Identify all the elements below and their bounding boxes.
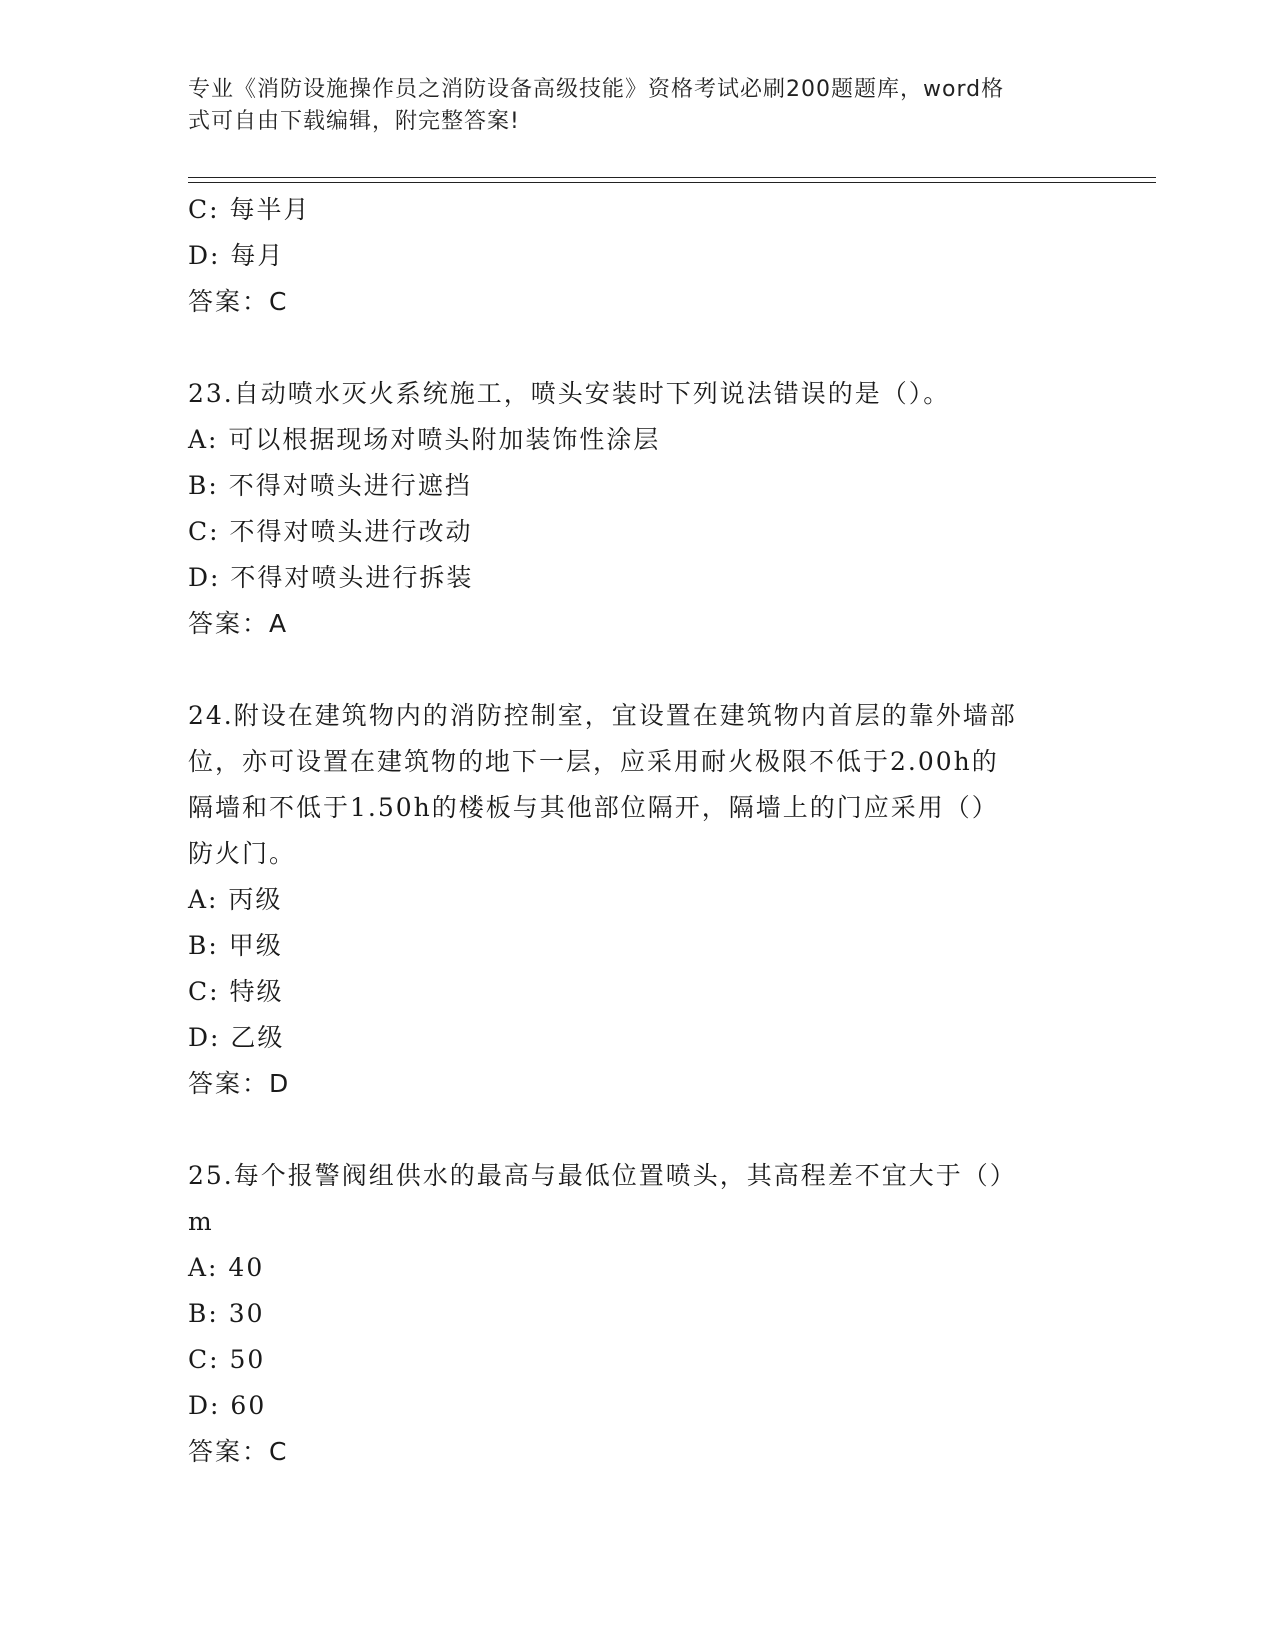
question-25 <box>188 1153 1088 1475</box>
option-d: D: 不得对喷头进行拆装 <box>188 563 474 592</box>
header-divider-top <box>188 177 1156 178</box>
question-stem-line: 防火门。 <box>188 839 297 868</box>
question-list <box>188 187 1088 1475</box>
option-c: C: 特级 <box>188 977 284 1006</box>
question-stem-line: 隔墙和不低于1.50h的楼板与其他部位隔开，隔墙上的门应采用（） <box>188 793 999 822</box>
spacer <box>188 1107 1088 1153</box>
answer-line: 答案：C <box>188 1437 289 1466</box>
option-d: D: 每月 <box>188 241 285 270</box>
question-stem-line: 位，亦可设置在建筑物的地下一层，应采用耐火极限不低于2.00h的 <box>188 747 999 776</box>
option-c: C: 50 <box>188 1345 266 1374</box>
header-line-1: 专业《消防设施操作员之消防设备高级技能》资格考试必刷200题题库，word格 <box>188 77 1005 102</box>
option-a: A: 40 <box>188 1253 265 1282</box>
option-d: D: 乙级 <box>188 1023 285 1052</box>
question-stem-line: 24.附设在建筑物内的消防控制室，宜设置在建筑物内首层的靠外墙部 <box>188 701 1017 730</box>
option-a: A: 丙级 <box>188 885 283 914</box>
option-c: C: 每半月 <box>188 195 311 224</box>
option-b: B: 不得对喷头进行遮挡 <box>188 471 472 500</box>
option-b: B: 30 <box>188 1299 265 1328</box>
question-22-partial <box>188 187 1088 325</box>
question-23 <box>188 371 1088 647</box>
spacer <box>188 325 1088 371</box>
spacer <box>188 647 1088 693</box>
header-line-2: 式可自由下载编辑，附完整答案! <box>188 109 520 134</box>
option-a: A: 可以根据现场对喷头附加装饰性涂层 <box>188 425 661 454</box>
option-d: D: 60 <box>188 1391 267 1420</box>
question-stem-line: 25.每个报警阀组供水的最高与最低位置喷头，其高程差不宜大于（） <box>188 1161 1017 1190</box>
option-b: B: 甲级 <box>188 931 283 960</box>
option-c: C: 不得对喷头进行改动 <box>188 517 473 546</box>
question-stem-line: m <box>188 1207 214 1236</box>
answer-line: 答案：A <box>188 609 289 638</box>
header-divider-bottom <box>188 182 1156 183</box>
answer-line: 答案：C <box>188 287 289 316</box>
question-24 <box>188 693 1088 1107</box>
answer-line: 答案：D <box>188 1069 291 1098</box>
document-header <box>188 74 1068 138</box>
question-stem: 23.自动喷水灭火系统施工，喷头安装时下列说法错误的是（）。 <box>188 379 951 408</box>
